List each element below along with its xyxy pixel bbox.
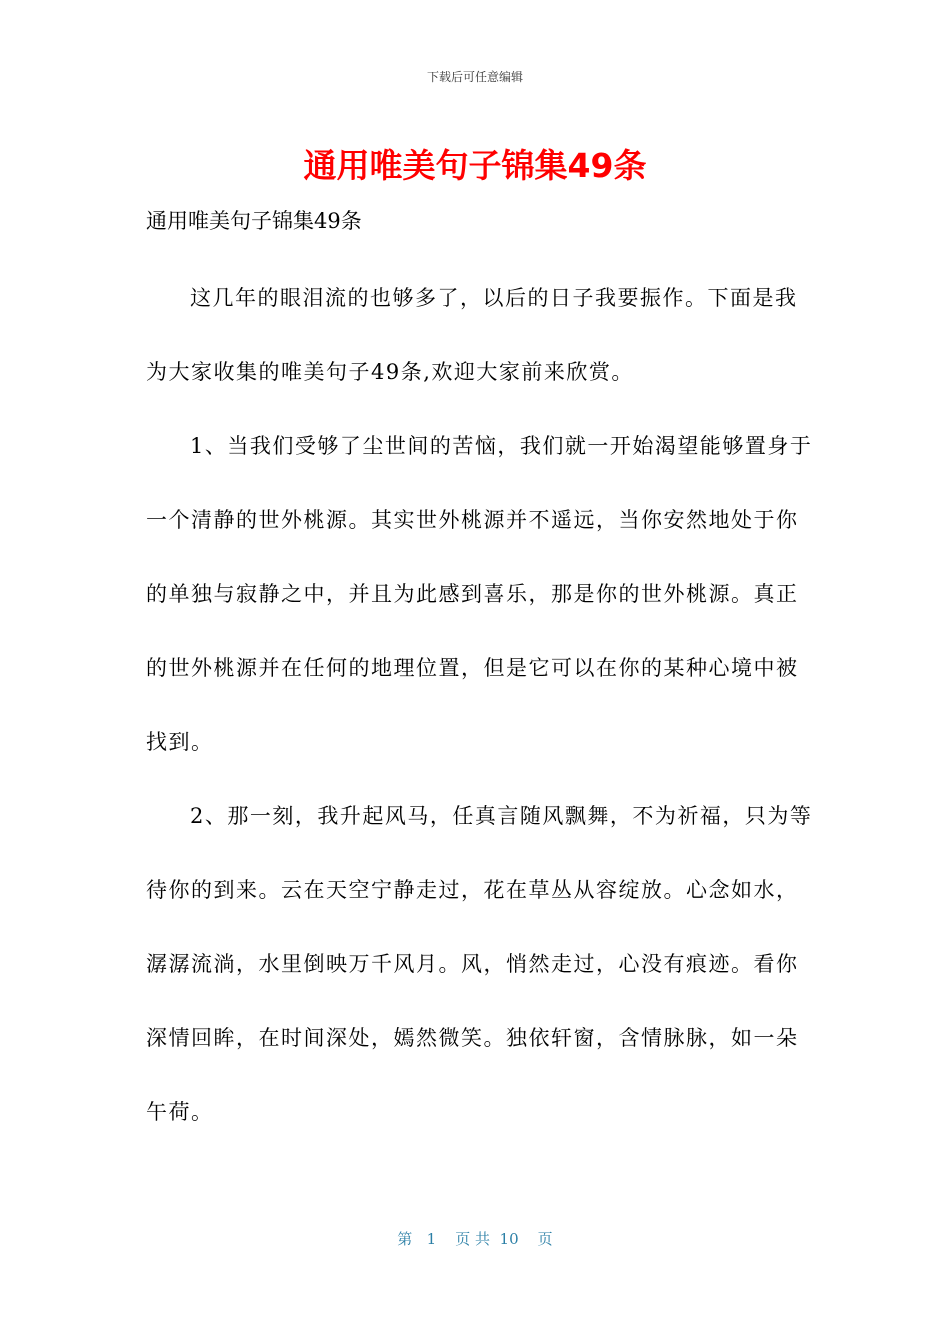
body-line-2: 为大家收集的唯美句子49条,欢迎大家前来欣赏。	[146, 360, 634, 384]
body-line-9: 待你的到来。云在天空宁静走过，花在草丛从容绽放。心念如水，	[146, 878, 799, 902]
body-line-4: 一个清静的世外桃源。其实世外桃源并不遥远，当你安然地处于你	[146, 508, 799, 532]
body-line-6: 的世外桃源并在任何的地理位置，但是它可以在你的某种心境中被	[146, 656, 799, 680]
body-line-1: 这几年的眼泪流的也够多了，以后的日子我要振作。下面是我	[190, 286, 798, 310]
body-line-7: 找到。	[146, 730, 214, 754]
document-body	[146, 282, 813, 1170]
body-line-11: 深情回眸，在时间深处，嫣然微笑。独依轩窗，含情脉脉，如一朵	[146, 1026, 799, 1050]
body-line-3: 1、当我们受够了尘世间的苦恼，我们就一开始渴望能够置身于	[190, 434, 813, 458]
page-footer: 第 1 页 共 10 页	[397, 1230, 553, 1248]
body-line-8: 2、那一刻，我升起风马，任真言随风飘舞，不为祈福，只为等	[190, 804, 813, 828]
body-line-12: 午荷。	[146, 1100, 214, 1124]
body-line-10: 潺潺流淌，水里倒映万千风月。风，悄然走过，心没有痕迹。看你	[146, 952, 799, 976]
body-line-5: 的单独与寂静之中，并且为此感到喜乐，那是你的世外桃源。真正	[146, 582, 799, 606]
document-subtitle: 通用唯美句子锦集49条	[146, 209, 362, 233]
page-title: 通用唯美句子锦集49条	[303, 146, 647, 185]
header-note: 下载后可任意编辑	[426, 70, 523, 84]
